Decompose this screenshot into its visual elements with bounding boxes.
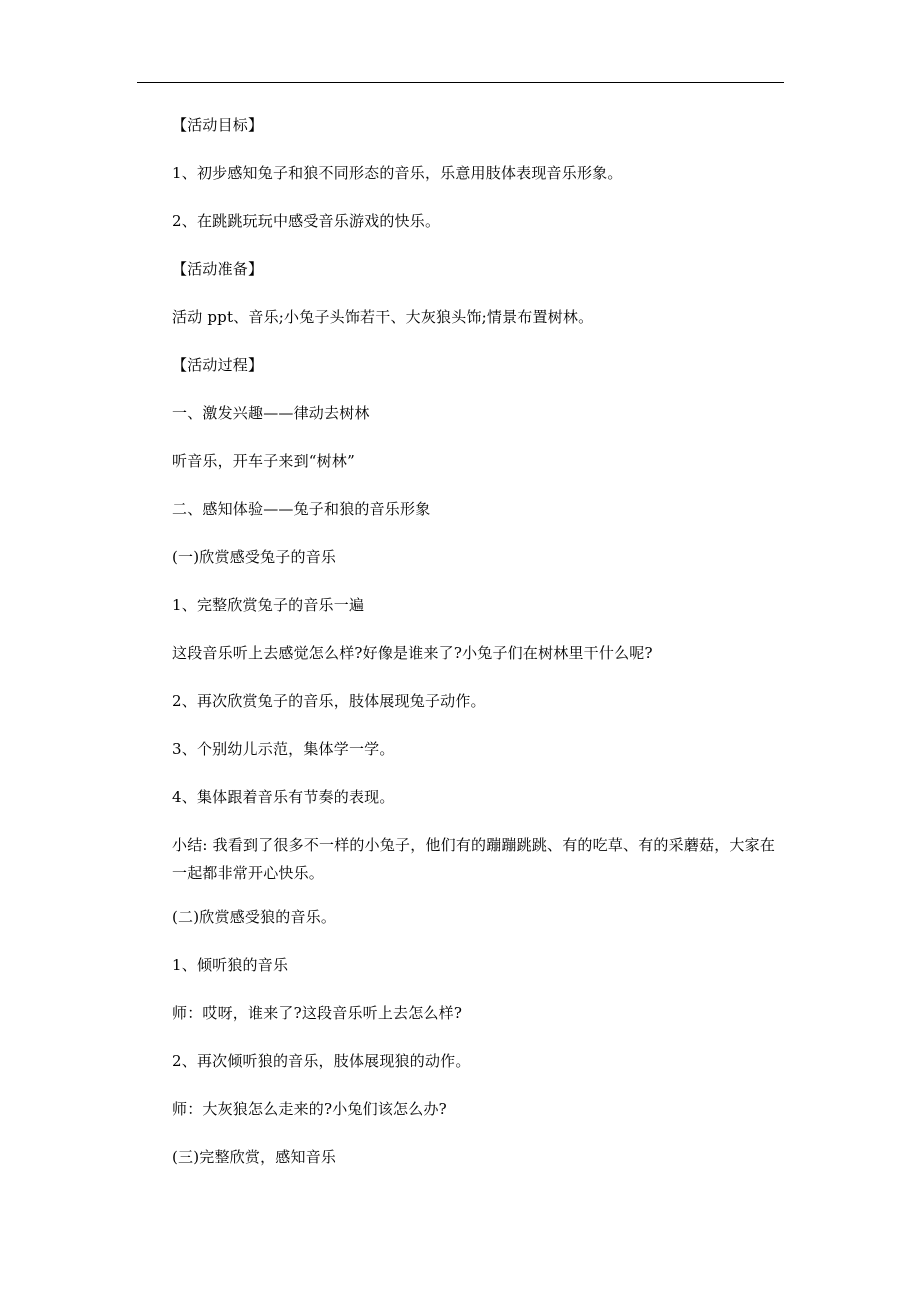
sub-heading-wolf: (二)欣赏感受狼的音乐。 (172, 908, 337, 926)
wolf-question-2: 师：大灰狼怎么走来的?小兔们该怎么办? (172, 1100, 447, 1118)
section-heading-process: 【活动过程】 (172, 356, 264, 374)
rabbit-question: 这段音乐听上去感觉怎么样?好像是谁来了?小兔子们在树林里干什么呢? (172, 644, 653, 662)
step-heading-1: 一、激发兴趣——律动去树林 (172, 404, 370, 422)
header-rule (137, 82, 784, 83)
goal-item-2: 2、在跳跳玩玩中感受音乐游戏的快乐。 (172, 212, 441, 230)
sub-heading-full: (三)完整欣赏，感知音乐 (172, 1148, 337, 1166)
section-heading-preparation: 【活动准备】 (172, 260, 264, 278)
step-heading-2: 二、感知体验——兔子和狼的音乐形象 (172, 500, 431, 518)
section-heading-goals: 【活动目标】 (172, 116, 264, 134)
step-text: 听音乐，开车子来到“树林” (172, 452, 355, 470)
preparation-text: 活动 ppt、音乐;小兔子头饰若干、大灰狼头饰;情景布置树林。 (172, 308, 594, 326)
wolf-item-1: 1、倾听狼的音乐 (172, 956, 289, 974)
wolf-item-2: 2、再次倾听狼的音乐，肢体展现狼的动作。 (172, 1052, 471, 1070)
summary-paragraph: 小结: 我看到了很多不一样的小兔子，他们有的蹦蹦跳跳、有的吃草、有的采蘑菇，大家在一起都非常开心快乐。 (172, 836, 776, 882)
rabbit-item-3: 3、个别幼儿示范，集体学一学。 (172, 740, 395, 758)
rabbit-item-1: 1、完整欣赏兔子的音乐一遍 (172, 596, 365, 614)
sub-heading-rabbit: (一)欣赏感受兔子的音乐 (172, 548, 337, 566)
rabbit-item-2: 2、再次欣赏兔子的音乐，肢体展现兔子动作。 (172, 692, 486, 710)
goal-item-1: 1、初步感知兔子和狼不同形态的音乐，乐意用肢体表现音乐形象。 (172, 164, 623, 182)
wolf-question-1: 师：哎呀，谁来了?这段音乐听上去怎么样? (172, 1004, 463, 1022)
rabbit-item-4: 4、集体跟着音乐有节奏的表现。 (172, 788, 395, 806)
